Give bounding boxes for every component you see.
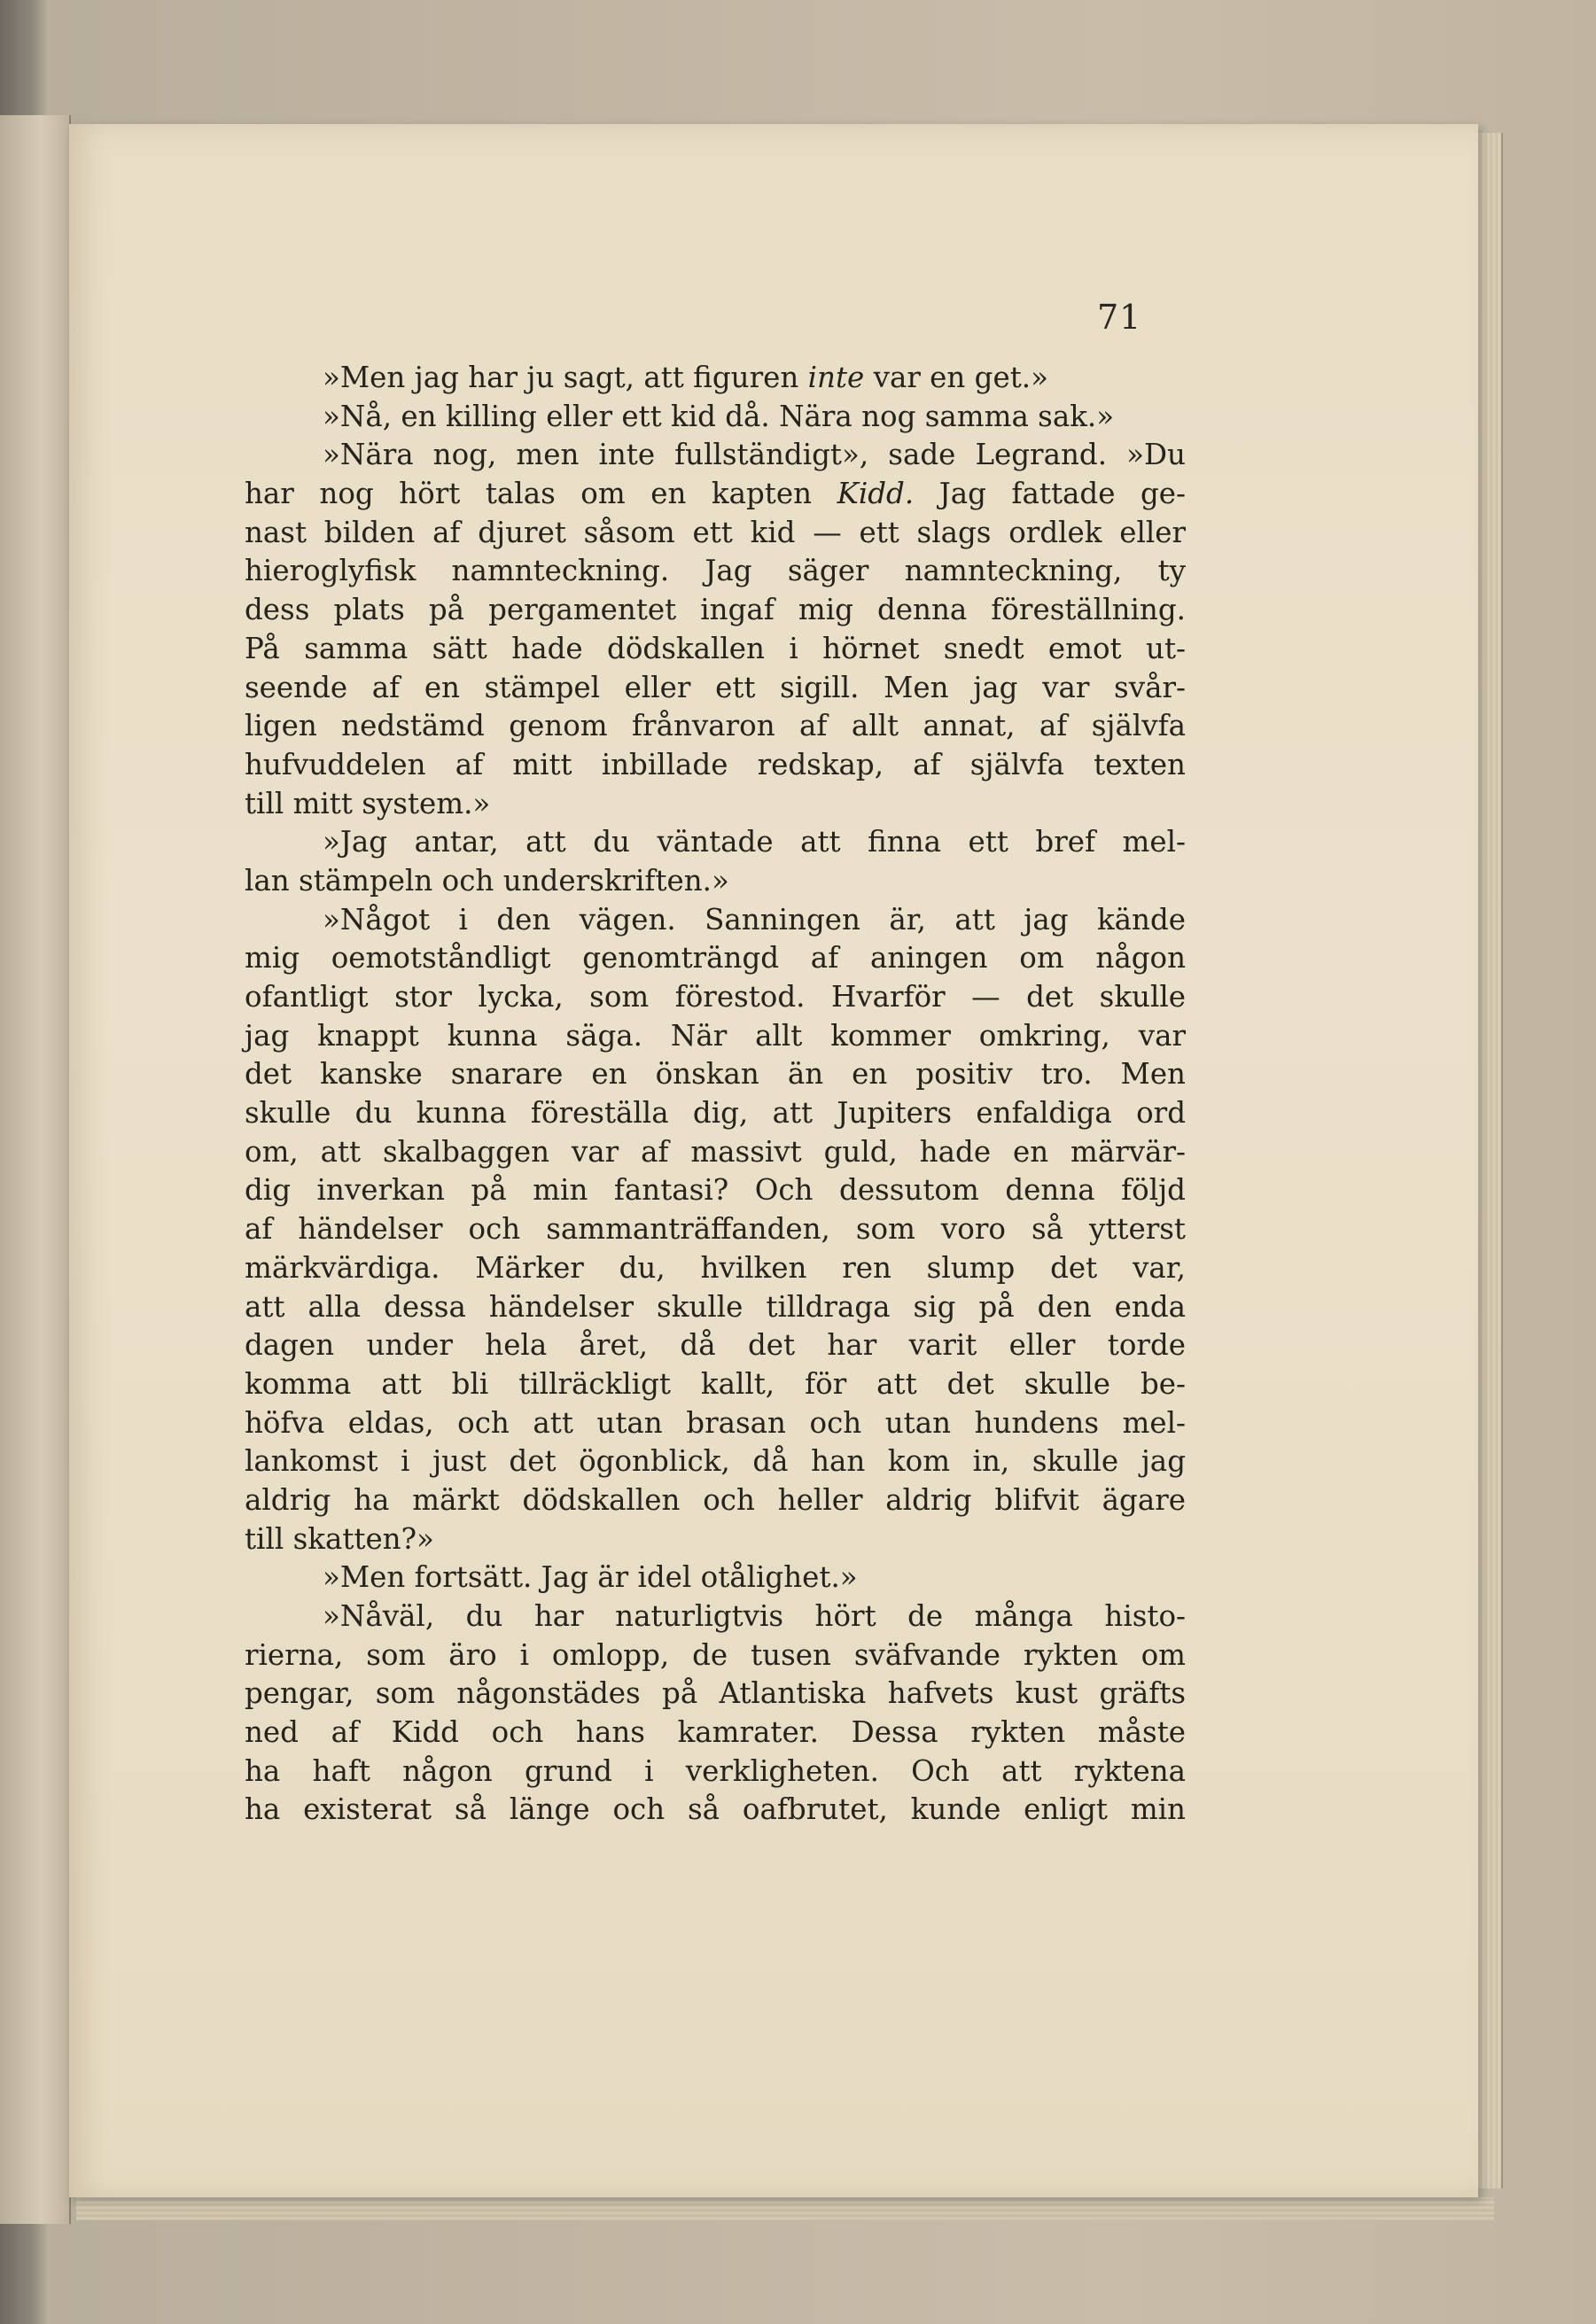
text-line (245, 1558, 1186, 1597)
text-line (245, 1481, 1186, 1520)
text-line-segment: komma att bli tillräckligt kallt, för att det skulle be- (245, 1366, 1186, 1401)
facing-page-edge (0, 115, 71, 2224)
text-line (245, 1288, 1186, 1327)
text-line (245, 669, 1186, 708)
text-line-segment: »Men jag har ju sagt, att figuren (323, 361, 808, 394)
text-line (245, 1791, 1186, 1830)
text-line-segment: På samma sätt hade dödskallen i hörnet snedt emot ut- (245, 631, 1186, 665)
text-line-segment: rierna, som äro i omlopp, de tusen sväfvande rykten om (245, 1637, 1186, 1672)
text-line-segment: »Men fortsätt. Jag är idel otålighet.» (323, 1560, 858, 1595)
text-line (245, 1636, 1186, 1675)
emphasis-text: Kidd. (837, 477, 915, 511)
text-line (245, 1249, 1186, 1288)
text-line (245, 785, 1186, 824)
text-line (245, 1597, 1186, 1636)
text-line-segment: »Något i den vägen. Sanningen är, att jag kände (323, 902, 1186, 937)
text-line-segment: seende af en stämpel eller ett sigill. Men jag var svår- (245, 670, 1186, 704)
text-line (245, 630, 1186, 669)
text-line (245, 901, 1186, 940)
text-line (245, 398, 1186, 437)
text-line-segment: lankomst i just det ögonblick, då han kom in, skulle jag (245, 1444, 1186, 1479)
text-line (245, 823, 1186, 862)
body-text (245, 359, 1186, 1830)
text-line-segment: ligen nedstämd genom frånvaron af allt annat, af självfa (245, 709, 1186, 743)
text-line (245, 1520, 1186, 1559)
text-line (245, 475, 1186, 514)
text-line (245, 1753, 1186, 1792)
text-line (245, 862, 1186, 901)
text-line-segment: att alla dessa händelser skulle tilldraga sig på den enda (245, 1289, 1186, 1324)
page-number: 71 (1097, 298, 1142, 337)
text-line-segment: aldrig ha märkt dödskallen och heller aldrig blifvit ägare (245, 1482, 1186, 1517)
text-line (245, 1442, 1186, 1481)
text-line-segment: lan stämpeln och underskriften.» (245, 863, 729, 898)
text-line-segment: det kanske snarare en önskan än en positiv tro. Men (245, 1057, 1186, 1092)
text-line (245, 1133, 1186, 1172)
text-line (245, 1714, 1186, 1753)
emphasis-text: inte (807, 361, 865, 394)
text-line-segment: dagen under hela året, då det har varit eller torde (245, 1328, 1186, 1363)
text-line-segment: pengar, som någonstädes på Atlantiska hafvets kust gräfts (245, 1676, 1186, 1711)
text-line-segment: skulle du kunna föreställa dig, att Jupiters enfaldiga ord (245, 1096, 1186, 1131)
text-line (245, 746, 1186, 785)
text-line-segment: hufvuddelen af mitt inbillade redskap, af självfa texten (245, 747, 1186, 781)
text-line (245, 1094, 1186, 1133)
text-line-segment: jag knappt kunna säga. När allt kommer omkring, var (245, 1018, 1186, 1053)
text-line-segment: märkvärdiga. Märker du, hvilken ren slump det var, (245, 1250, 1186, 1285)
text-line-segment: »Nåväl, du har naturligtvis hört de många histo- (323, 1599, 1186, 1633)
text-line-segment: »Jag antar, att du väntade att finna ett bref mel- (323, 825, 1186, 859)
text-line-segment: om, att skalbaggen var af massivt guld, hade en märvär- (245, 1134, 1186, 1169)
text-line-segment: höfva eldas, och att utan brasan och utan hundens mel- (245, 1405, 1186, 1440)
text-line (245, 1326, 1186, 1365)
text-line-segment: »Nå, en killing eller ett kid då. Nära nog samma sak.» (323, 399, 1115, 433)
text-line-segment: dig inverkan på min fantasi? Och dessutom denna följd (245, 1173, 1186, 1208)
text-line (245, 1055, 1186, 1094)
text-line-segment: af händelser och sammanträffanden, som voro så ytterst (245, 1212, 1186, 1247)
text-line-segment: dess plats på pergamentet ingaf mig denna föreställning. (245, 593, 1186, 627)
text-line-segment: ha existerat så länge och så oafbrutet, kunde enligt min (245, 1792, 1186, 1827)
text-line (245, 1210, 1186, 1249)
text-line (245, 978, 1186, 1017)
text-line (245, 591, 1186, 630)
text-line (245, 939, 1186, 978)
text-line-segment: Jag fattade ge- (914, 477, 1186, 511)
text-line (245, 1675, 1186, 1714)
text-line (245, 514, 1186, 553)
text-line-segment: till skatten?» (245, 1521, 434, 1556)
text-line (245, 1171, 1186, 1210)
text-line-segment: ofantligt stor lycka, som förestod. Hvarför — det skulle (245, 980, 1186, 1014)
text-line (245, 707, 1186, 746)
text-line (245, 552, 1186, 591)
text-line-segment: till mitt system.» (245, 786, 491, 820)
text-line-segment: har nog hört talas om en kapten (245, 477, 837, 511)
page-stack-edge (1478, 133, 1503, 2188)
text-line (245, 359, 1186, 398)
text-line-segment: ned af Kidd och hans kamrater. Dessa rykten måste (245, 1715, 1186, 1750)
text-line-segment: var en get.» (864, 361, 1048, 394)
text-line (245, 1365, 1186, 1404)
text-line (245, 1017, 1186, 1056)
text-line-segment: nast bilden af djuret såsom ett kid — ett slags ordlek eller (245, 515, 1186, 549)
text-line-segment: hieroglyfisk namnteckning. Jag säger namnteckning, ty (245, 554, 1186, 588)
text-line-segment: »Nära nog, men inte fullständigt», sade Legrand. »Du (323, 438, 1186, 472)
text-line (245, 436, 1186, 475)
text-line (245, 1404, 1186, 1443)
text-line-segment: mig oemotståndligt genomträngd af aningen om någon (245, 941, 1186, 975)
page-stack-bottom-edge (76, 2197, 1494, 2220)
text-line-segment: ha haft någon grund i verkligheten. Och att ryktena (245, 1753, 1186, 1788)
